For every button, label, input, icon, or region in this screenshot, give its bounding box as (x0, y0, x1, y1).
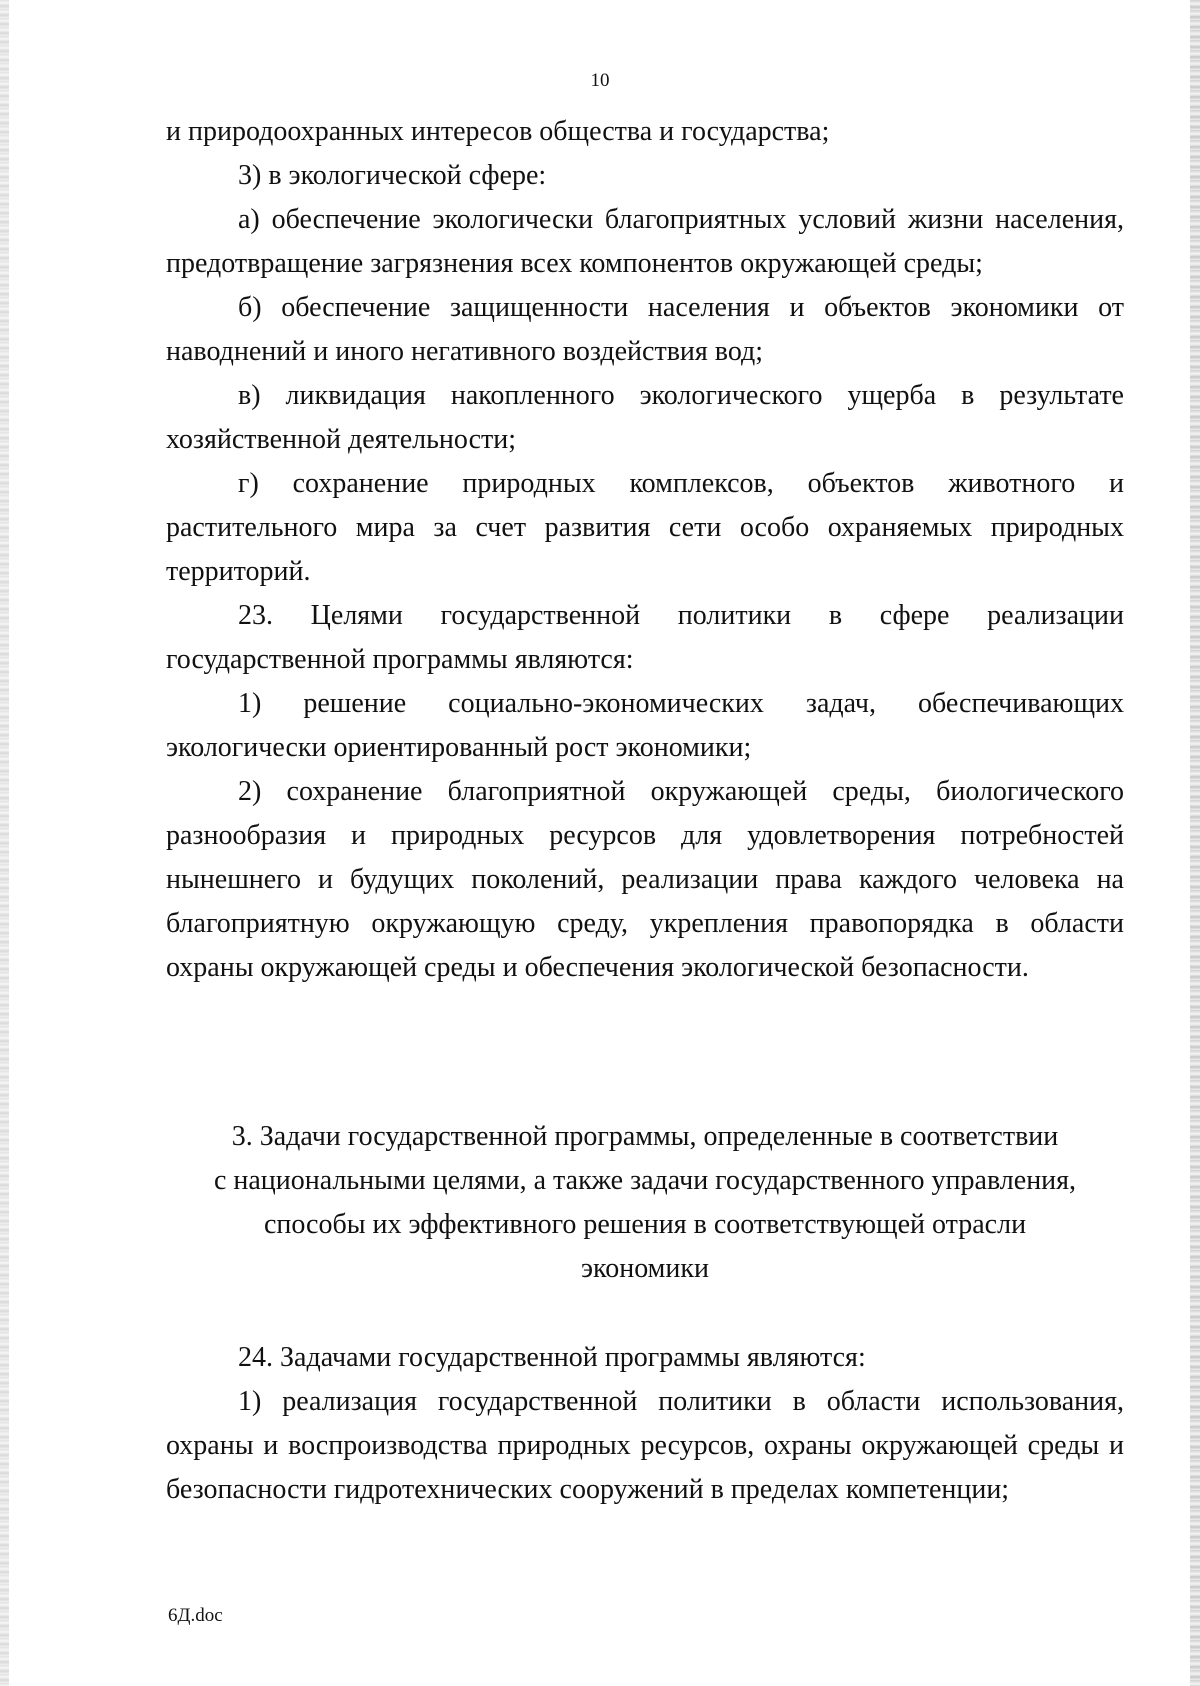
paragraph-item-a: а) обеспечение экологически благоприятных условий жизни населения, предотвращение загрязнения всех компонентов окружающей среды; (166, 204, 1124, 279)
section-heading-line: 3. Задачи государственной программы, определенные в соответствии (231, 1121, 1059, 1152)
section-heading-line: с национальными целями, а также задачи государственного управления, (213, 1165, 1077, 1196)
paragraph-continuation: и природоохранных интересов общества и государства; (166, 116, 830, 147)
paragraph-23: 23. Целями государственной политики в сфере реализации государственной программы являются: (166, 600, 1124, 675)
paragraph-23-item-1: 1) решение социально-экономических задач, обеспечивающих экологически ориентированный рост экономики; (166, 688, 1124, 763)
file-label: 6Д.doc (168, 1605, 223, 1626)
paragraph-24: 24. Задачами государственной программы являются: (238, 1342, 866, 1373)
section-heading (166, 1115, 1124, 1291)
scan-edge-left (0, 0, 9, 1686)
paragraph-item-b: б) обеспечение защищенности населения и объектов экономики от наводнений и иного негативного воздействия вод; (166, 292, 1124, 367)
body-text-top (166, 110, 1124, 990)
section-heading-line: экономики (581, 1253, 709, 1284)
section-heading-line: способы их эффективного решения в соответствующей отрасли (263, 1209, 1027, 1240)
body-text-bottom (166, 1336, 1124, 1512)
paragraph-24-item-1: 1) реализация государственной политики в области использования, охраны и воспроизводства природных ресурсов, охраны окружающей среды и безопасности гидротехнических сооружений в пределах компетенции; (166, 1386, 1124, 1505)
paragraph-ecology-sphere: 3) в экологической сфере: (238, 160, 547, 191)
paragraph-item-v: в) ликвидация накопленного экологического ущерба в результате хозяйственной деятельности; (166, 380, 1124, 455)
page-number: 10 (590, 70, 610, 91)
paragraph-23-item-2: 2) сохранение благоприятной окружающей среды, биологического разнообразия и природных ресурсов для удовлетворения потребностей нынешнего и будущих поколений, реализации права каждого человека на благоприятную окружающую среду, укрепления правопорядка в области охраны окружающей среды и обеспечения экологической безопасности. (166, 776, 1124, 983)
paragraph-item-g: г) сохранение природных комплексов, объектов животного и растительного мира за счет развития сети особо охраняемых природных территорий. (166, 468, 1124, 587)
scan-edge-right (1190, 0, 1200, 1686)
